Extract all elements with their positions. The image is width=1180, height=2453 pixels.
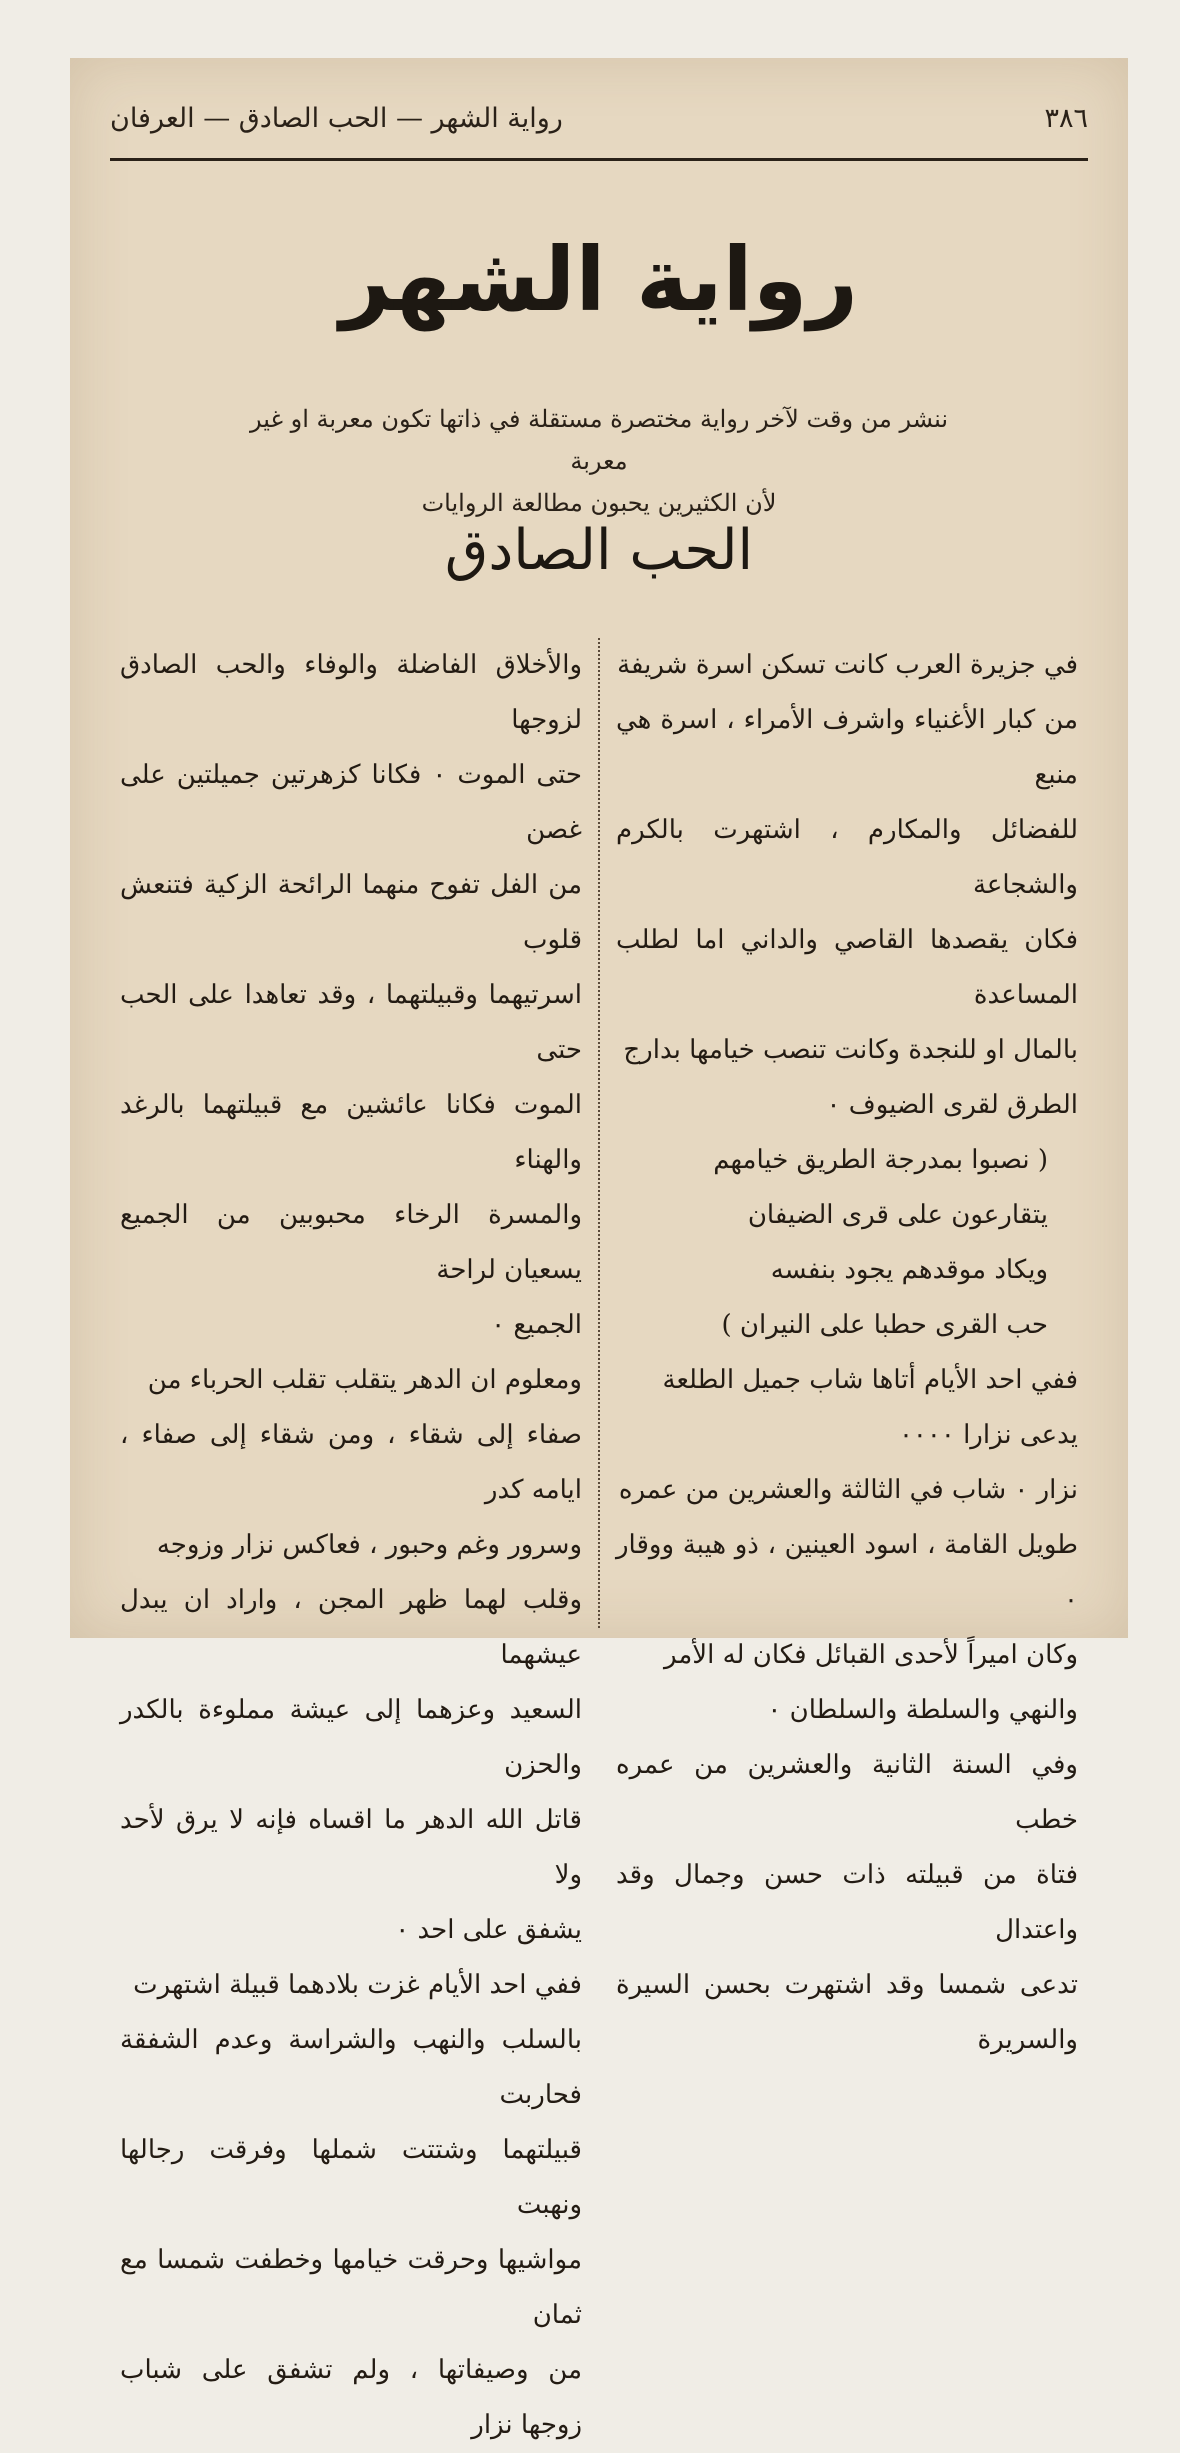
text-line: من الفل تفوح منهما الرائحة الزكية فتنعش قلوب — [120, 870, 582, 955]
intro-line-2: لأن الكثيرين يحبون مطالعة الروايات — [421, 489, 777, 517]
text-line: وقلب لهما ظهر المجن ، واراد ان يبدل عيشهما — [120, 1585, 582, 1670]
text-line: ومعلوم ان الدهر يتقلب تقلب الحرباء من — [147, 1365, 582, 1395]
text-line: للفضائل والمكارم ، اشتهرت بالكرم والشجاعة — [616, 815, 1078, 900]
text-line: فتاة من قبيلته ذات حسن وجمال وقد واعتدال — [616, 1860, 1078, 1945]
text-line: يتقارعون على قرى الضيفان — [747, 1200, 1048, 1230]
text-line: بالسلب والنهب والشراسة وعدم الشفقة فحاربت — [120, 2025, 582, 2110]
text-line: طويل القامة ، اسود العينين ، ذو هيبة ووقار ٠ — [616, 1530, 1078, 1615]
text-line: قاتل الله الدهر ما اقساه فإنه لا يرق لأحد ولا — [120, 1805, 582, 1890]
header-rule — [110, 158, 1088, 161]
text-line: وسرور وغم وحبور ، فعاكس نزار وزوجه — [156, 1530, 582, 1560]
text-columns — [110, 638, 1088, 2440]
right-column — [606, 638, 1088, 2055]
text-line: وفي السنة الثانية والعشرين من عمره خطب — [616, 1750, 1078, 1835]
text-line: ففي احد الأيام غزت بلادهما قبيلة اشتهرت — [133, 1970, 582, 2000]
text-line: والنهي والسلطة والسلطان ٠ — [767, 1695, 1078, 1725]
column-divider — [598, 638, 600, 1628]
text-line: ( نصبوا بمدرجة الطريق خيامهم — [713, 1145, 1048, 1175]
text-line: يدعى نزارا ٠٠٠٠ — [898, 1420, 1078, 1450]
running-title: رواية الشهر — الحب الصادق — العرفان — [110, 102, 563, 134]
text-line: حتى الموت ٠ فكانا كزهرتين جميلتين على غصن — [120, 760, 582, 845]
text-line: وكان اميراً لأحدى القبائل فكان له الأمر — [664, 1640, 1078, 1670]
text-line: الموت فكانا عائشين مع قبيلتهما بالرغد والهناء — [120, 1090, 582, 1175]
page — [70, 58, 1128, 2440]
text-line: حب القرى حطبا على النيران ) — [721, 1310, 1048, 1340]
text-line: من وصيفاتها ، ولم تشفق على شباب زوجها نزار — [120, 2355, 582, 2440]
text-line: يشفق على احد ٠ — [395, 1915, 582, 1945]
text-line: من كبار الأغنياء واشرف الأمراء ، اسرة هي منبع — [616, 705, 1078, 790]
page-header — [110, 88, 1088, 148]
text-line: صفاء إلى شقاء ، ومن شقاء إلى صفاء ، ايامه كدر — [120, 1420, 582, 1505]
page-number: ٣٨٦ — [1044, 102, 1088, 134]
intro-line-1: ننشر من وقت لآخر رواية مختصرة مستقلة في ذاتها تكون معربة او غير معربة — [249, 405, 949, 475]
text-line: الطرق لقرى الضيوف ٠ — [826, 1090, 1078, 1120]
text-line: الجميع ٠ — [491, 1310, 582, 1340]
text-line: السعيد وعزهما إلى عيشة مملوءة بالكدر والحزن — [120, 1695, 582, 1780]
text-line: ففي احد الأيام أتاها شاب جميل الطلعة — [662, 1365, 1078, 1395]
story-title: الحب الصادق — [444, 518, 754, 583]
text-line: اسرتيهما وقبيلتهما ، وقد تعاهدا على الحب حتى — [120, 980, 582, 1065]
text-line: فكان يقصدها القاصي والداني اما لطلب المساعدة — [616, 925, 1078, 1010]
text-line: والأخلاق الفاضلة والوفاء والحب الصادق لزوجها — [120, 650, 582, 735]
left-column — [110, 638, 592, 2440]
text-line: تدعى شمسا وقد اشتهرت بحسن السيرة والسريرة — [616, 1970, 1078, 2055]
text-line: والمسرة الرخاء محبوبين من الجميع يسعيان لراحة — [120, 1200, 582, 1285]
text-line: نزار ٠ شاب في الثالثة والعشرين من عمره — [618, 1475, 1078, 1505]
intro-note — [220, 398, 978, 524]
text-line: مواشيها وحرقت خيامها وخطفت شمسا مع ثمان — [120, 2245, 582, 2330]
masthead-title: رواية الشهر — [339, 228, 859, 331]
text-line: ويكاد موقدهم يجود بنفسه — [770, 1255, 1048, 1285]
text-line: قبيلتهما وشتتت شملها وفرقت رجالها ونهبت — [120, 2135, 582, 2220]
text-line: بالمال او للنجدة وكانت تنصب خيامها بدارج — [623, 1035, 1078, 1065]
text-line: في جزيرة العرب كانت تسكن اسرة شريفة — [617, 650, 1078, 680]
